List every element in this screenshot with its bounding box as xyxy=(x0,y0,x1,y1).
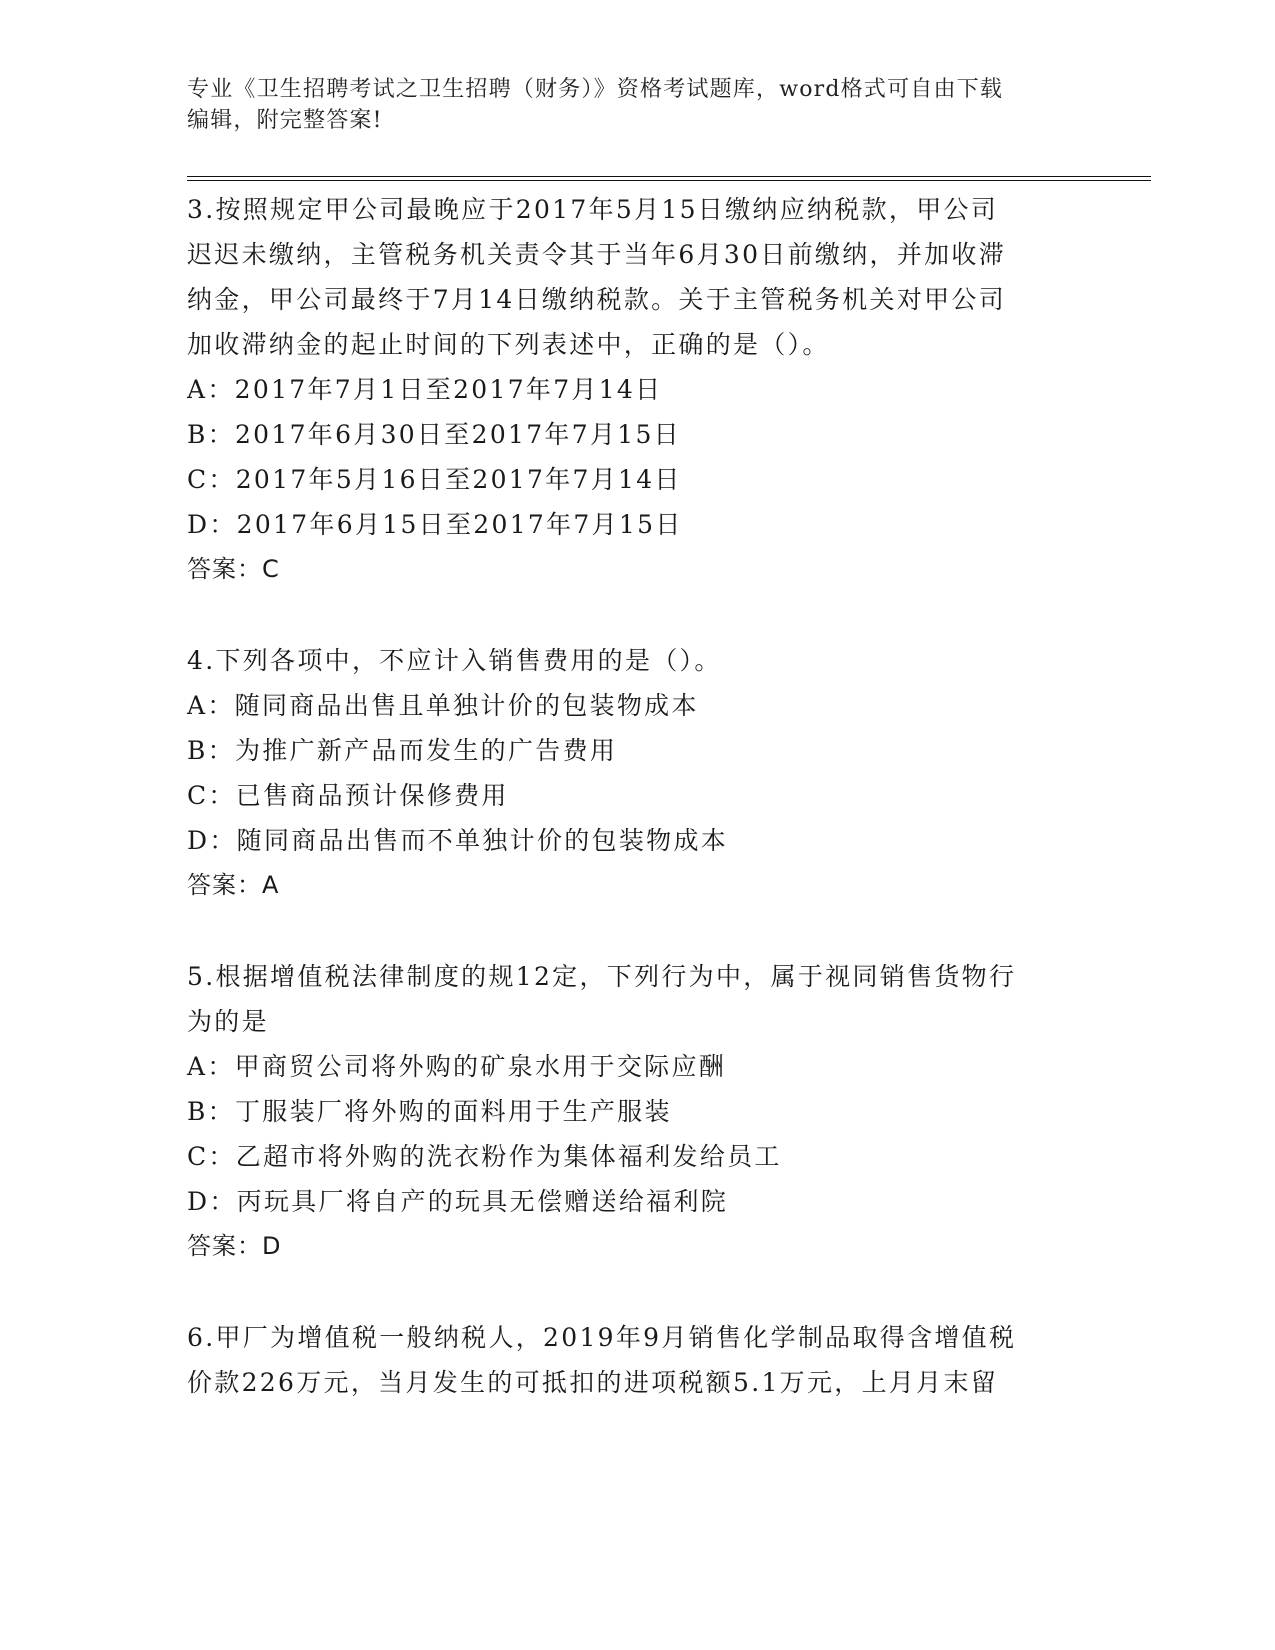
question-list xyxy=(187,187,1087,1451)
stem-line: 3.按照规定甲公司最晚应于2017年5月15日缴纳应纳税款，甲公司 xyxy=(187,195,999,224)
stem-line: 5.根据增值税法律制度的规12定，下列行为中，属于视同销售货物行 xyxy=(187,962,1017,991)
header-line-2: 编辑，附完整答案! xyxy=(187,108,383,133)
question-stem xyxy=(187,638,1087,683)
option-d: D：2017年6月15日至2017年7月15日 xyxy=(187,510,683,539)
option-d: D：丙玩具厂将自产的玩具无偿赠送给福利院 xyxy=(187,1187,729,1216)
option-b: B：2017年6月30日至2017年7月15日 xyxy=(187,420,681,449)
question-stem xyxy=(187,1315,1087,1405)
option-a: A：甲商贸公司将外购的矿泉水用于交际应酬 xyxy=(187,1052,727,1081)
option-c: C：乙超市将外购的洗衣粉作为集体福利发给员工 xyxy=(187,1142,782,1171)
question-item xyxy=(187,187,1087,592)
stem-line: 4.下列各项中，不应计入销售费用的是（）。 xyxy=(187,646,722,675)
option-a: A：随同商品出售且单独计价的包装物成本 xyxy=(187,691,699,720)
header-double-rule xyxy=(187,176,1151,181)
question-item xyxy=(187,638,1087,908)
stem-line: 为的是 xyxy=(187,1007,269,1036)
question-stem xyxy=(187,187,1087,367)
header-line-1: 专业《卫生招聘考试之卫生招聘（财务）》资格考试题库，word格式可自由下载 xyxy=(187,77,1004,102)
stem-line: 纳金，甲公司最终于7月14日缴纳税款。关于主管税务机关对甲公司 xyxy=(187,285,1007,314)
question-item xyxy=(187,1315,1087,1405)
stem-line: 迟迟未缴纳，主管税务机关责令其于当年6月30日前缴纳，并加收滞 xyxy=(187,240,1007,269)
stem-line: 6.甲厂为增值税一般纳税人，2019年9月销售化学制品取得含增值税 xyxy=(187,1323,1017,1352)
answer-text: 答案：C xyxy=(187,555,280,583)
question-item xyxy=(187,954,1087,1269)
option-c: C：已售商品预计保修费用 xyxy=(187,781,509,810)
option-b: B：为推广新产品而发生的广告费用 xyxy=(187,736,618,765)
question-stem xyxy=(187,954,1087,1044)
option-b: B：丁服装厂将外购的面料用于生产服装 xyxy=(187,1097,672,1126)
answer-text: 答案：A xyxy=(187,871,280,899)
stem-line: 价款226万元，当月发生的可抵扣的进项税额5.1万元，上月月末留 xyxy=(187,1368,999,1397)
page-header xyxy=(187,74,1067,136)
option-d: D：随同商品出售而不单独计价的包装物成本 xyxy=(187,826,729,855)
stem-line: 加收滞纳金的起止时间的下列表述中，正确的是（）。 xyxy=(187,330,830,359)
answer-text: 答案：D xyxy=(187,1232,282,1260)
option-a: A：2017年7月1日至2017年7月14日 xyxy=(187,375,663,404)
option-c: C：2017年5月16日至2017年7月14日 xyxy=(187,465,682,494)
